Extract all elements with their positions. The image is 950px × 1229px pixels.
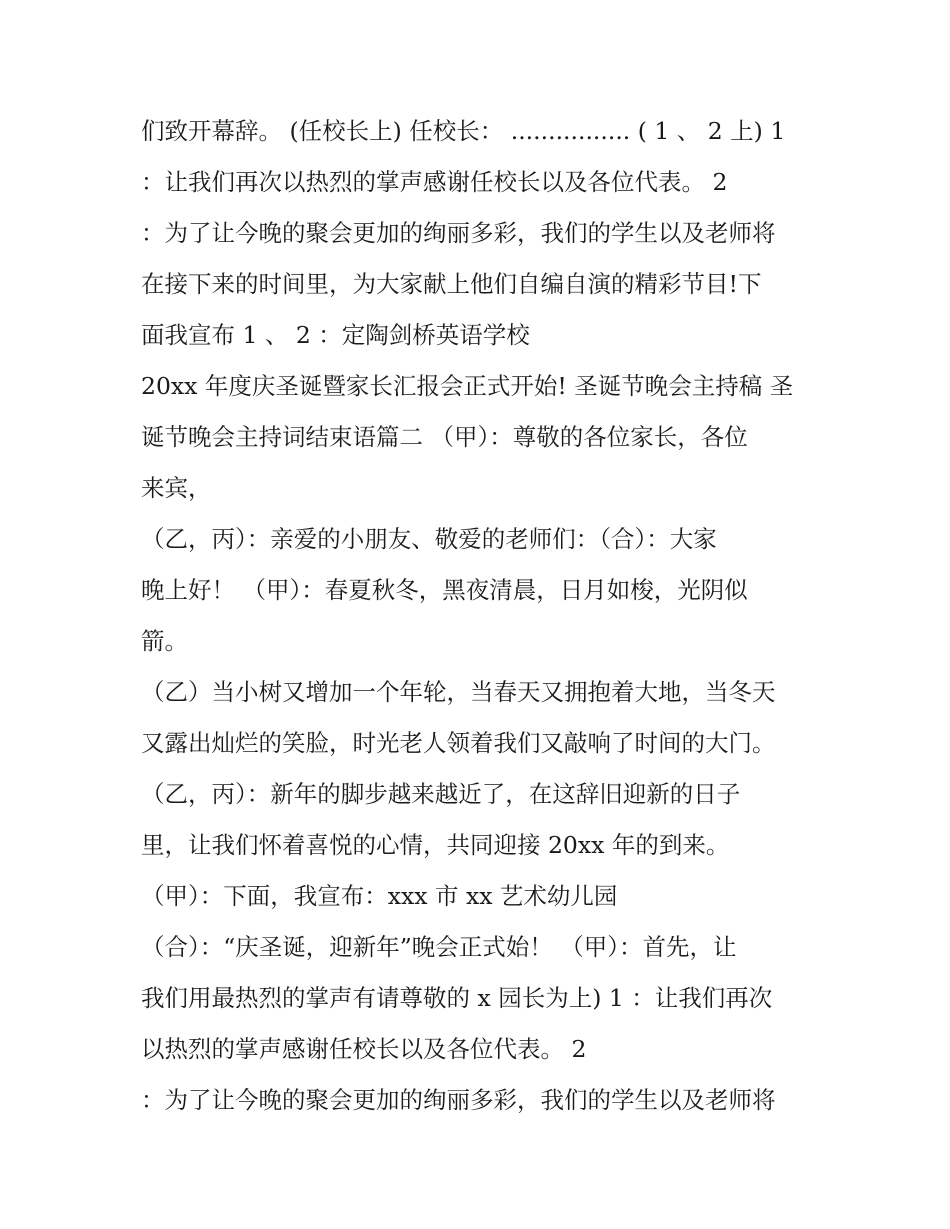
text-line: （乙）当小树又增加一个年轮，当春天又拥抱着大地，当冬天 [141,678,776,706]
text-line: 以热烈的掌声感谢任校长以及各位代表。 2 [141,1035,587,1063]
text-line: 我们用最热烈的掌声有请尊敬的 x 园长为上) 1 ：让我们再次 [141,984,773,1012]
text-line: 晚上好！ （甲）：春夏秋冬，黑夜清晨，日月如梭，光阴似 [141,576,748,604]
text-line: ：为了让今晚的聚会更加的绚丽多彩，我们的学生以及老师将 [141,219,776,247]
text-line: （甲）：下面，我宣布：xxx 市 xx 艺术幼儿园 [141,882,618,910]
text-line: 20xx 年度庆圣诞暨家长汇报会正式开始! 圣诞节晚会主持稿 圣 [141,372,794,400]
text-line: ：让我们再次以热烈的掌声感谢任校长以及各位代表。 2 [141,168,728,196]
text-line: （乙，丙）：亲爱的小朋友、敬爱的老师们：（合）：大家 [141,525,717,553]
document-body [141,106,821,1126]
text-line: （乙，丙）：新年的脚步越来越近了，在这辞旧迎新的日子 [141,780,741,808]
text-line: 面我宣布 1 、 2 ：定陶剑桥英语学校 [141,321,530,349]
text-line: （合）：“庆圣诞，迎新年”晚会正式始！ （甲）：首先，让 [141,933,737,961]
text-line: 又露出灿烂的笑脸，时光老人领着我们又敲响了时间的大门。 [141,729,776,757]
text-line: 里，让我们怀着喜悦的心情，共同迎接 20xx 年的到来。 [141,831,730,859]
text-line: 诞节晚会主持词结束语篇二 （甲）：尊敬的各位家长，各位 [141,423,748,451]
text-line: ：为了让今晚的聚会更加的绚丽多彩，我们的学生以及老师将 [141,1086,776,1114]
text-line: 来宾， [141,474,212,502]
text-line: 们致开幕辞。 (任校长上) 任校长： ................ ( 1 、 2 上) 1 [141,117,786,145]
text-line: 箭。 [141,627,188,655]
text-line: 在接下来的时间里，为大家献上他们自编自演的精彩节目!下 [141,270,762,298]
